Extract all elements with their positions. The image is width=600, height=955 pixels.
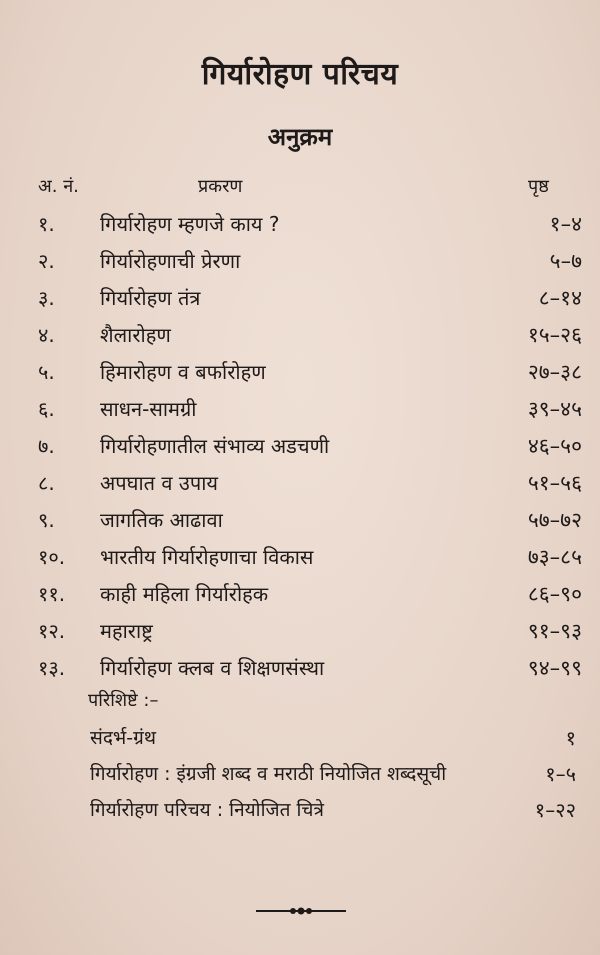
appendix-title: गिर्यारोहण : इंग्रजी शब्द व मराठी नियोजित शब्दसूची (90, 763, 447, 785)
chapter-pages: १–४ (549, 212, 582, 236)
chapter-pages: ९४–९९ (527, 656, 582, 680)
header-page: पृष्ठ (528, 176, 549, 197)
appendix-pages: १ (565, 726, 576, 750)
chapter-pages: ३९–४५ (527, 397, 582, 421)
chapter-title: शैलारोहण (100, 323, 171, 347)
chapter-pages: ८६–९० (527, 582, 582, 606)
chapter-title: साधन-सामग्री (100, 397, 197, 421)
chapter-number: ११. (38, 582, 66, 606)
chapter-number: ७. (38, 434, 55, 458)
toc-list (0, 206, 600, 687)
appendix-row (0, 756, 600, 792)
appendix-title: गिर्यारोहण परिचय : नियोजित चित्रे (90, 799, 324, 821)
chapter-number: १३. (38, 656, 66, 680)
chapter-pages: १५–२६ (527, 323, 582, 347)
chapter-title: महाराष्ट्र (100, 619, 153, 643)
chapter-pages: ५१–५६ (527, 471, 582, 495)
chapter-title: काही महिला गिर्यारोहक (100, 582, 269, 606)
appendix-pages: १–२२ (534, 798, 576, 822)
chapter-number: ४. (38, 323, 55, 347)
toc-row (0, 243, 600, 280)
chapter-pages: ४६–५० (527, 434, 582, 458)
contents-heading: अनुक्रम (267, 123, 333, 151)
chapter-number: ३. (38, 286, 55, 310)
chapter-title: गिर्यारोहणाची प्रेरणा (100, 249, 241, 273)
header-number: अ. नं. (38, 176, 79, 197)
chapter-pages: ५–७ (549, 249, 582, 273)
chapter-title: गिर्यारोहणातील संभाव्य अडचणी (100, 434, 330, 458)
toc-header (0, 174, 600, 202)
chapter-title: अपघात व उपाय (100, 471, 218, 495)
chapter-pages: ५७–७२ (527, 508, 582, 532)
toc-row (0, 317, 600, 354)
page-title: गिर्यारोहण परिचय (201, 57, 399, 92)
toc-row (0, 502, 600, 539)
toc-row (0, 280, 600, 317)
toc-row (0, 465, 600, 502)
chapter-number: १. (38, 212, 55, 236)
chapter-number: १०. (38, 545, 66, 569)
appendix-row (0, 792, 600, 828)
toc-row (0, 206, 600, 243)
chapter-title: गिर्यारोहण म्हणजे काय ? (100, 212, 280, 236)
appendix-pages: १–५ (545, 762, 576, 786)
toc-row (0, 576, 600, 613)
chapter-title: गिर्यारोहण क्लब व शिक्षणसंस्था (100, 656, 325, 680)
header-chapter: प्रकरण (198, 176, 243, 197)
toc-row (0, 613, 600, 650)
appendix-label: परिशिष्टे :– (88, 690, 159, 711)
chapter-title: भारतीय गिर्यारोहणाचा विकास (100, 545, 314, 569)
chapter-pages: ७३–८५ (527, 545, 582, 569)
chapter-pages: ८–१४ (538, 286, 582, 310)
appendix-list (0, 720, 600, 828)
toc-row (0, 539, 600, 576)
chapter-number: ५. (38, 360, 55, 384)
chapter-title: जागतिक आढावा (100, 508, 223, 532)
toc-row (0, 428, 600, 465)
chapter-title: गिर्यारोहण तंत्र (100, 286, 201, 310)
chapter-pages: २७–३८ (527, 360, 582, 384)
toc-row (0, 391, 600, 428)
chapter-number: ८. (38, 471, 55, 495)
chapter-number: ९. (38, 508, 55, 532)
chapter-number: ६. (38, 397, 55, 421)
appendix-title: संदर्भ-ग्रंथ (90, 727, 157, 749)
toc-row (0, 354, 600, 391)
appendix-row (0, 720, 600, 756)
divider-ornament (256, 906, 346, 916)
chapter-number: २. (38, 249, 55, 273)
toc-row (0, 650, 600, 687)
chapter-pages: ९१–९३ (527, 619, 582, 643)
chapter-number: १२. (38, 619, 66, 643)
chapter-title: हिमारोहण व बर्फारोहण (100, 360, 266, 384)
